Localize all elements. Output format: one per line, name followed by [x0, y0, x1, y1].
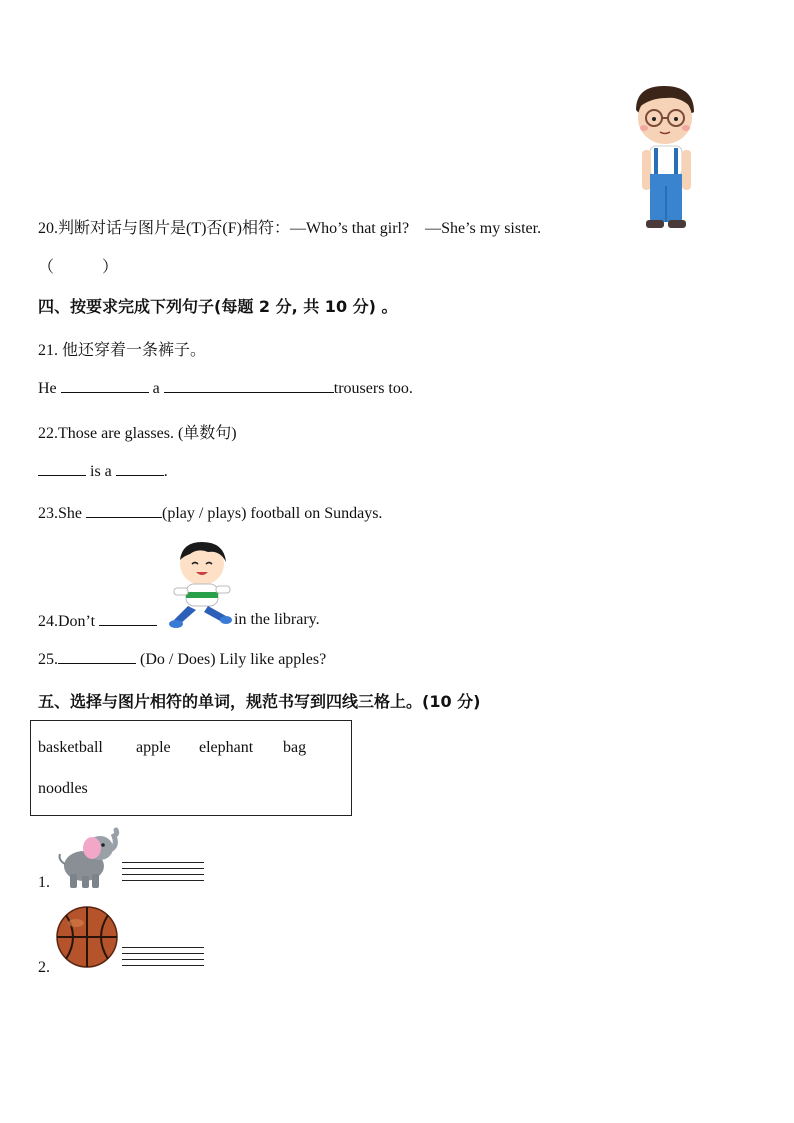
- word-basketball: basketball: [38, 739, 103, 756]
- q24-blank[interactable]: [99, 611, 157, 626]
- q21-word-trousers: trousers too.: [333, 380, 413, 397]
- q21-word-a: a: [152, 380, 160, 397]
- q20-text: 20.判断对话与图片是(T)否(F)相符：—Who’s that girl? —She’s my sister.: [38, 220, 542, 237]
- boy-with-glasses-icon: [630, 82, 702, 232]
- basketball-icon: [54, 905, 120, 969]
- q23-rest: (play / plays) football on Sundays.: [162, 505, 383, 522]
- q21-prompt: 21. 他还穿着一条裤子。: [38, 342, 207, 359]
- word-bank-box: [30, 720, 352, 816]
- word-noodles: noodles: [38, 780, 88, 797]
- section4-heading: 四、按要求完成下列句子(每题 2 分, 共 10 分) 。: [38, 297, 398, 316]
- q22-word-is-a: is a: [90, 463, 112, 480]
- q23-blank[interactable]: [86, 503, 162, 518]
- q23-line: [38, 503, 382, 523]
- q23-word-she: 23.She: [38, 505, 82, 522]
- item1-number: 1.: [38, 874, 50, 891]
- q21-answer-line: [38, 378, 413, 398]
- item1-four-line-grid[interactable]: [122, 862, 204, 886]
- q25-number: 25.: [38, 651, 58, 668]
- q25-line: [38, 649, 326, 669]
- q20-answer-paren[interactable]: （ ）: [38, 257, 119, 276]
- q25-blank[interactable]: [58, 649, 136, 664]
- item2-four-line-grid[interactable]: [122, 947, 204, 971]
- running-boy-icon: [168, 540, 232, 632]
- q22-blank-1[interactable]: [38, 461, 86, 476]
- q22-prompt: 22.Those are glasses. (单数句): [38, 425, 237, 442]
- item2-number: 2.: [38, 959, 50, 976]
- section5-heading: 五、选择与图片相符的单词，规范书写到四线三格上。(10 分): [38, 692, 481, 711]
- q21-blank-1[interactable]: [61, 378, 149, 393]
- q22-answer-line: [38, 461, 168, 481]
- word-bag: bag: [283, 739, 307, 756]
- q24-rest: in the library.: [234, 611, 320, 628]
- elephant-icon: [56, 826, 120, 890]
- q24-line: [38, 611, 157, 631]
- q24-word-dont: 24.Don’t: [38, 613, 96, 630]
- q22-blank-2[interactable]: [116, 461, 164, 476]
- q25-rest: (Do / Does) Lily like apples?: [140, 651, 327, 668]
- q21-blank-2[interactable]: [164, 378, 334, 393]
- word-apple: apple: [136, 739, 171, 756]
- q21-word-he: He: [38, 380, 57, 397]
- word-elephant: elephant: [199, 739, 254, 756]
- q22-period: .: [163, 463, 168, 480]
